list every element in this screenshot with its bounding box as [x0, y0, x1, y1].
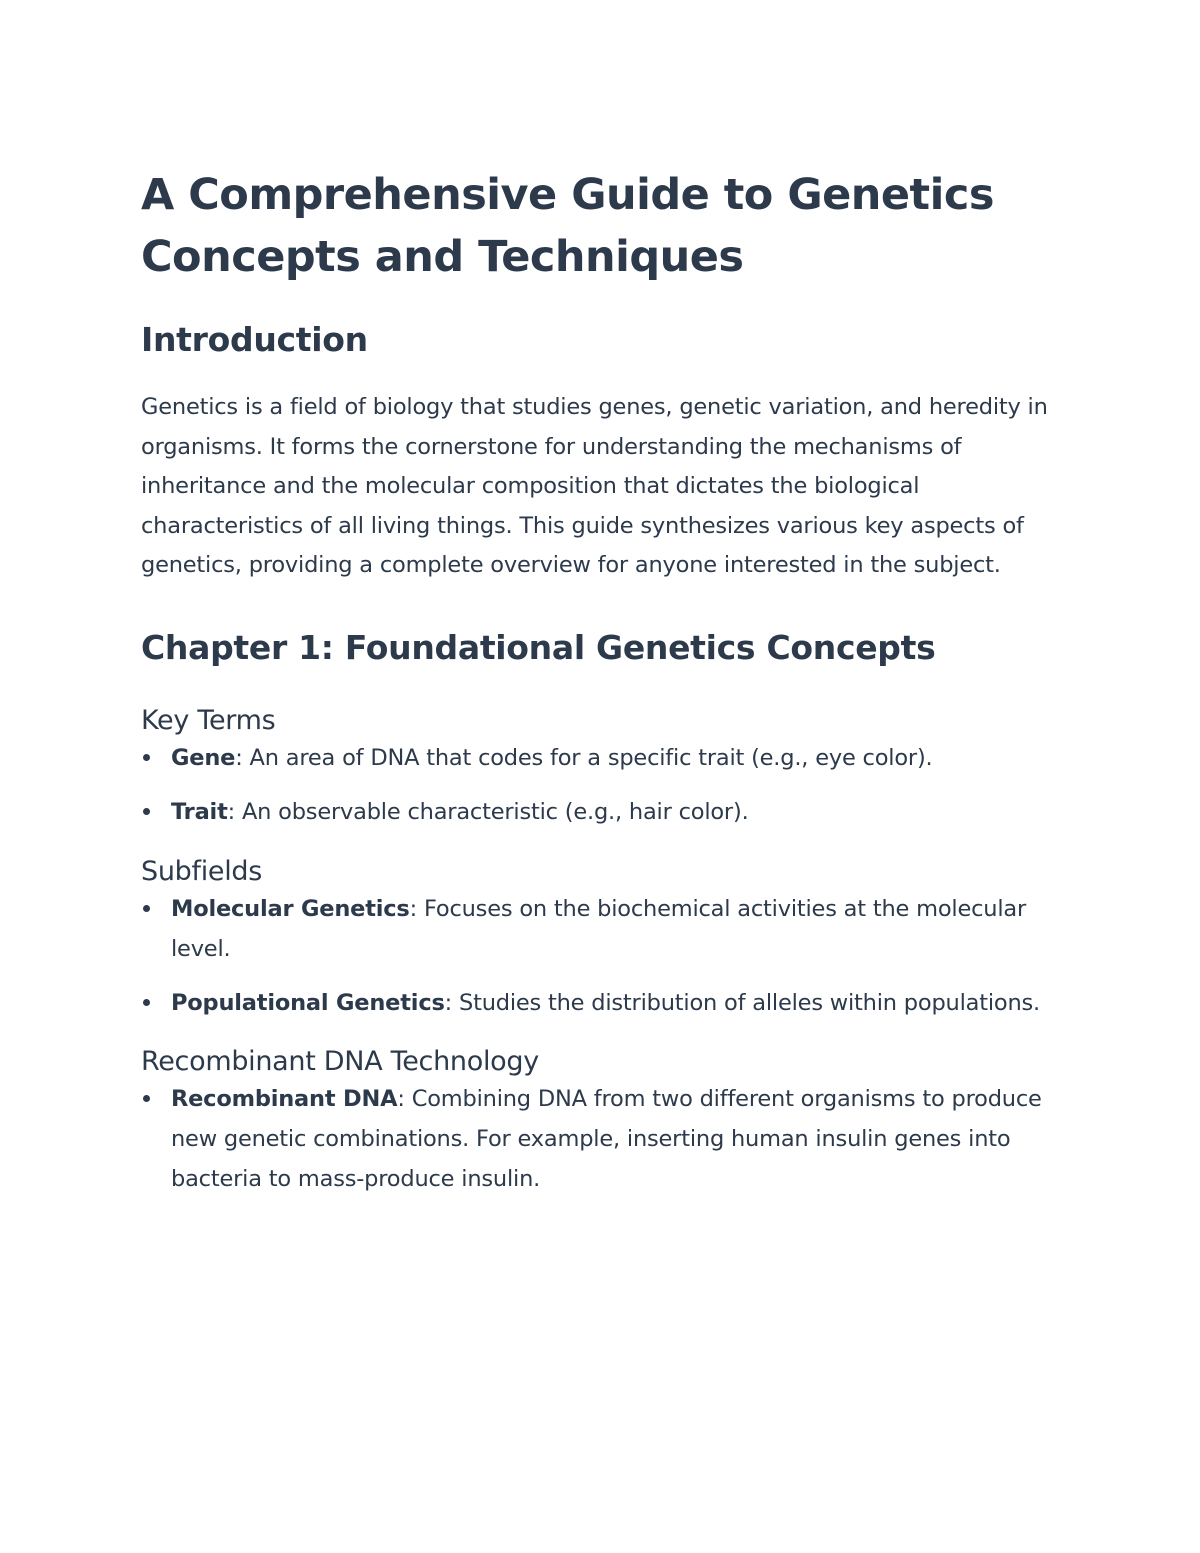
list-item — [141, 889, 1061, 969]
introduction-paragraph: Genetics is a field of biology that studies genes, genetic variation, and heredity in organisms. It forms the cornerstone for understanding the mechanisms of inheritance and the molecular composition that dictates the biological characteristics of all living things. This guide synthesizes various key aspects of genetics, providing a complete overview for anyone interested in the subject. — [141, 394, 1048, 578]
recombinant-dna-list — [141, 1079, 1061, 1199]
introduction-heading: Introduction — [141, 320, 368, 359]
list-item — [141, 1079, 1061, 1199]
bullet-icon — [143, 754, 150, 761]
term-label: Recombinant DNA — [171, 1085, 398, 1112]
subfields-heading: Subfields — [141, 855, 263, 887]
bullet-icon — [143, 905, 150, 912]
term-label: Trait — [171, 798, 228, 825]
list-item — [141, 983, 1061, 1023]
term-definition: : An observable characteristic (e.g., hair color). — [227, 798, 749, 825]
bullet-icon — [143, 999, 150, 1006]
key-terms-list — [141, 738, 1061, 832]
recombinant-dna-heading: Recombinant DNA Technology — [141, 1045, 539, 1077]
subfields-list — [141, 889, 1061, 1023]
term-definition: : An area of DNA that codes for a specific trait (e.g., eye color). — [235, 744, 933, 771]
list-item — [141, 738, 1061, 778]
chapter-1-heading: Chapter 1: Foundational Genetics Concepts — [141, 627, 936, 667]
key-terms-heading: Key Terms — [141, 704, 276, 736]
bullet-icon — [143, 808, 150, 815]
term-definition: : Combining DNA from two different organisms to produce new genetic combinations. For example, inserting human insulin genes into bacteria to mass-produce insulin. — [171, 1085, 1042, 1192]
term-label: Populational Genetics — [171, 989, 445, 1016]
term-label: Gene — [171, 744, 236, 771]
bullet-icon — [143, 1095, 150, 1102]
term-definition: : Focuses on the biochemical activities at the molecular level. — [171, 895, 1027, 962]
document-title: A Comprehensive Guide to Genetics Concepts and Techniques — [141, 170, 994, 282]
term-definition: : Studies the distribution of alleles within populations. — [444, 989, 1040, 1016]
term-label: Molecular Genetics — [171, 895, 410, 922]
list-item — [141, 792, 1061, 832]
